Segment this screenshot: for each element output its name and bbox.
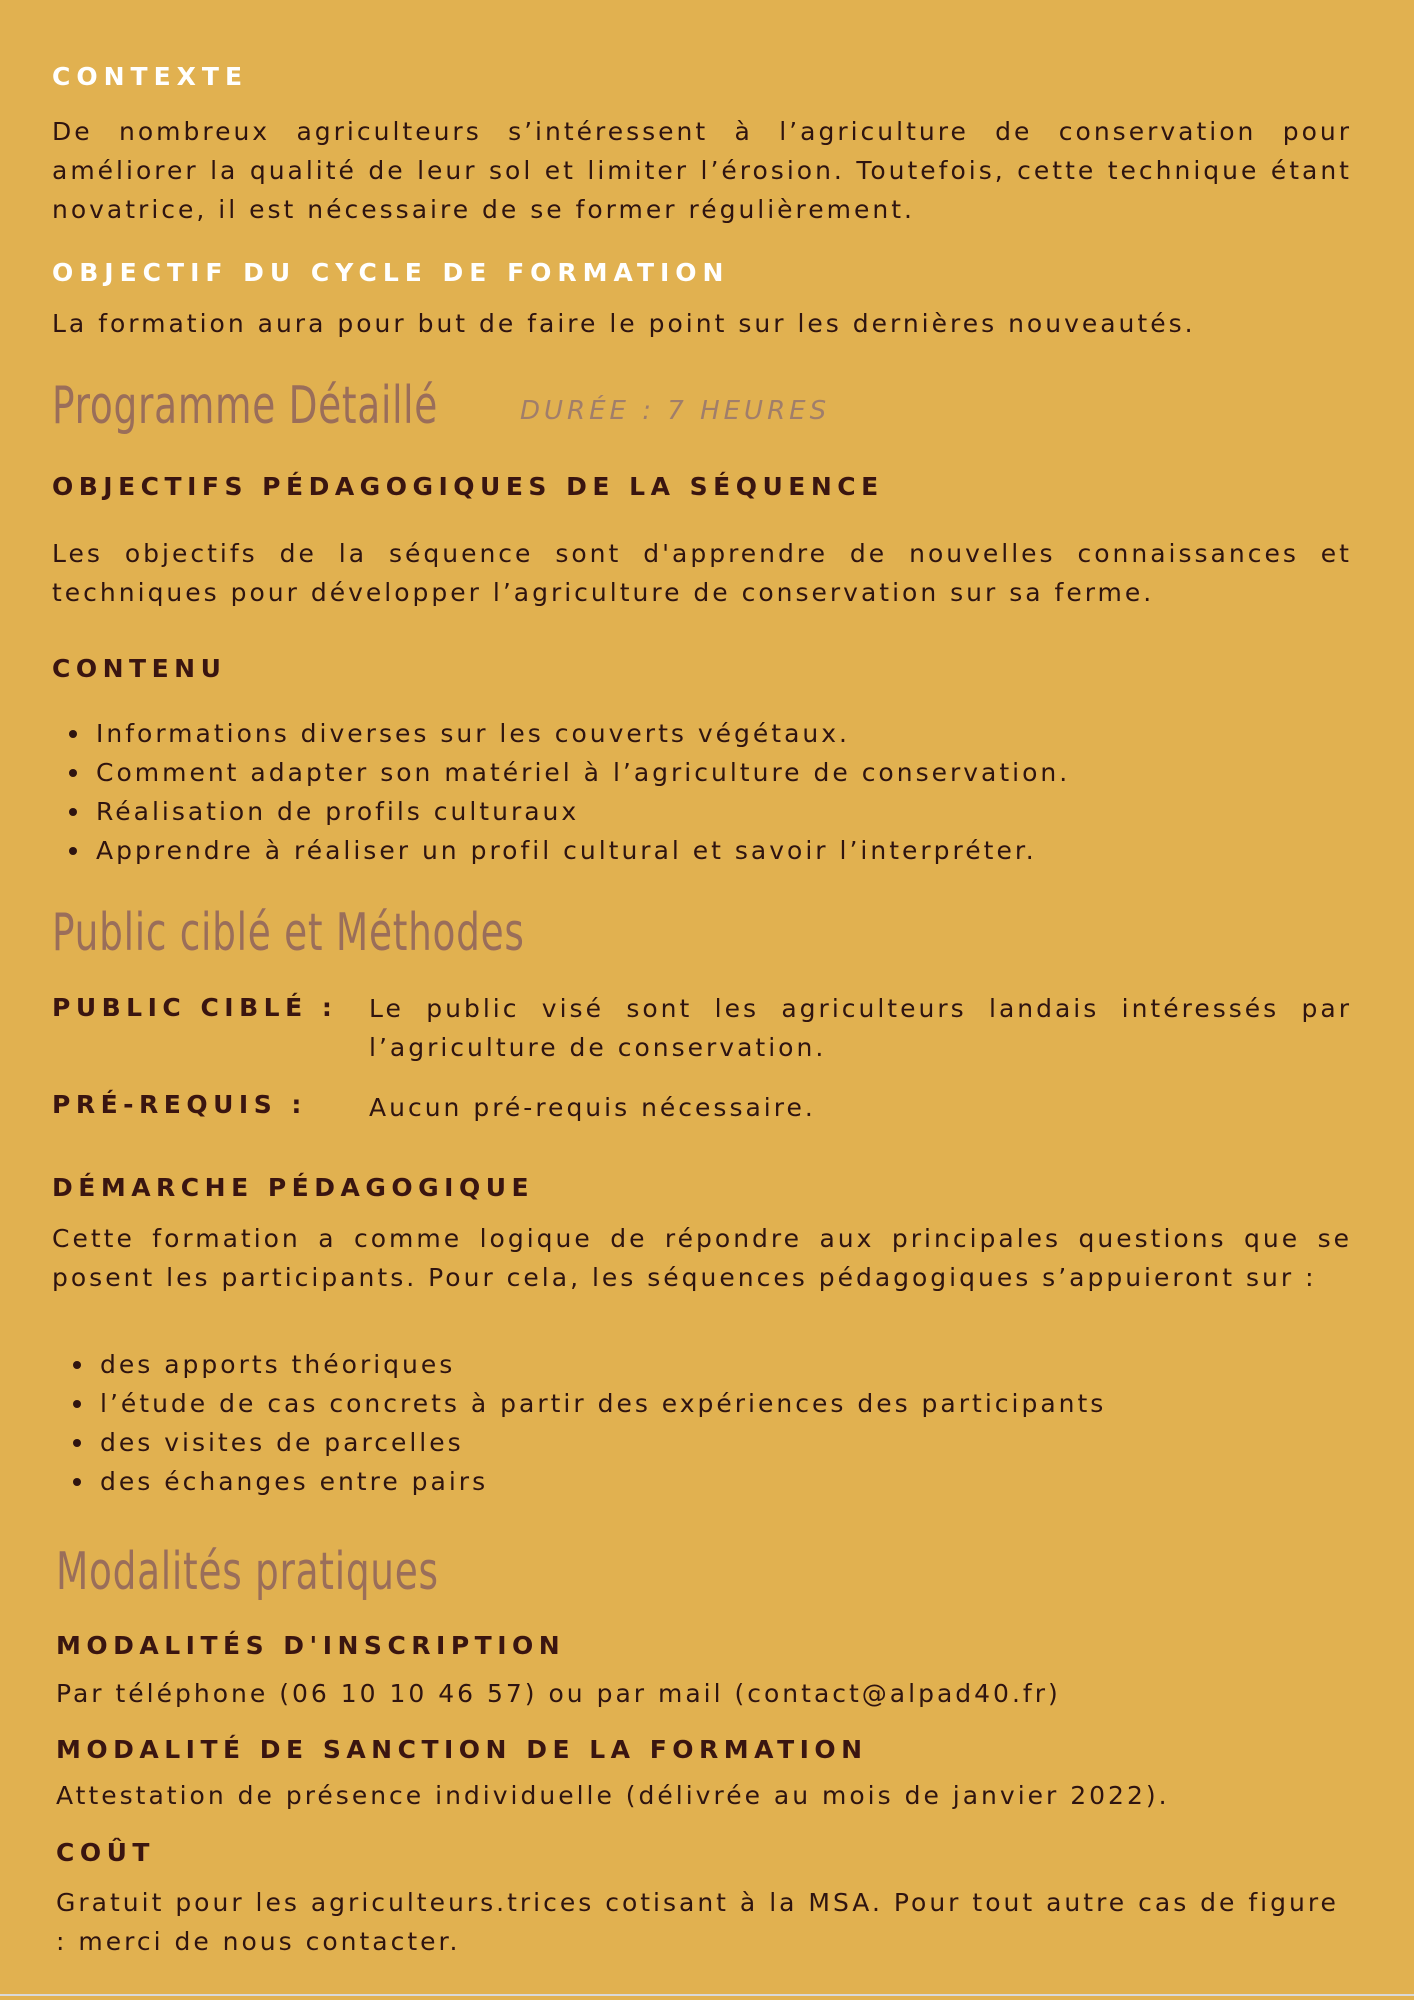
prerequis-text: Aucun pré-requis nécessaire. (369, 1093, 816, 1122)
prerequis-label: PRÉ-REQUIS : (52, 1090, 307, 1119)
modalites-heading: Modalités pratiques (56, 1542, 439, 1602)
list-item: des apports théoriques (56, 1345, 1356, 1384)
objectif-heading: OBJECTIF DU CYCLE DE FORMATION (52, 258, 730, 287)
inscription-heading: MODALITÉS D'INSCRIPTION (56, 1631, 566, 1660)
public-heading: Public ciblé et Méthodes (52, 903, 525, 963)
contenu-heading: CONTENU (52, 654, 227, 683)
inscription-text: Par téléphone (06 10 10 46 57) ou par mail (contact@alpad40.fr) (56, 1679, 1061, 1708)
list-item: Réalisation de profils culturaux (52, 792, 1352, 831)
contexte-heading: CONTEXTE (52, 62, 249, 91)
list-item: des échanges entre pairs (56, 1462, 1356, 1501)
sanction-text: Attestation de présence individuelle (délivrée au mois de janvier 2022). (56, 1781, 1170, 1810)
objectifs-pedagogiques-text: Les objectifs de la séquence sont d'apprendre de nouvelles connaissances et techniques pour développer l’agriculture de conservation sur sa ferme. (52, 539, 1352, 607)
demarche-heading: DÉMARCHE PÉDAGOGIQUE (52, 1173, 535, 1202)
cout-heading: COÛT (56, 1838, 155, 1867)
public-cible-text: Le public visé sont les agriculteurs landais intéressés par l’agriculture de conservation. (369, 994, 1352, 1062)
list-item: des visites de parcelles (56, 1423, 1356, 1462)
objectif-text: La formation aura pour but de faire le point sur les dernières nouveautés. (52, 309, 1196, 338)
list-item: Informations diverses sur les couverts végétaux. (52, 714, 1352, 753)
list-item: Apprendre à réaliser un profil cultural et savoir l’interpréter. (52, 831, 1352, 870)
duree-label: DURÉE : 7 HEURES (520, 396, 831, 426)
page-bottom-border (0, 1994, 1414, 1996)
programme-heading: Programme Détaillé (52, 376, 439, 436)
demarche-list (56, 1345, 1356, 1501)
sanction-heading: MODALITÉ DE SANCTION DE LA FORMATION (56, 1735, 868, 1764)
contexte-text: De nombreux agriculteurs s’intéressent à l’agriculture de conservation pour améliorer la qualité de leur sol et limiter l’érosion. Toutefois, cette technique étant novatrice, il est nécessaire de se former régulièrement. (52, 117, 1352, 224)
list-item: Comment adapter son matériel à l’agriculture de conservation. (52, 753, 1352, 792)
demarche-text: Cette formation a comme logique de répondre aux principales questions que se posent les participants. Pour cela, les séquences pédagogiques s’appuieront sur : (52, 1224, 1352, 1292)
contenu-list (52, 714, 1352, 870)
cout-text: Gratuit pour les agriculteurs.trices cotisant à la MSA. Pour tout autre cas de figure : merci de nous contacter. (56, 1888, 1339, 1956)
public-cible-label: PUBLIC CIBLÉ : (52, 993, 338, 1022)
list-item: l’étude de cas concrets à partir des expériences des participants (56, 1384, 1356, 1423)
objectifs-pedagogiques-heading: OBJECTIFS PÉDAGOGIQUES DE LA SÉQUENCE (52, 472, 884, 501)
